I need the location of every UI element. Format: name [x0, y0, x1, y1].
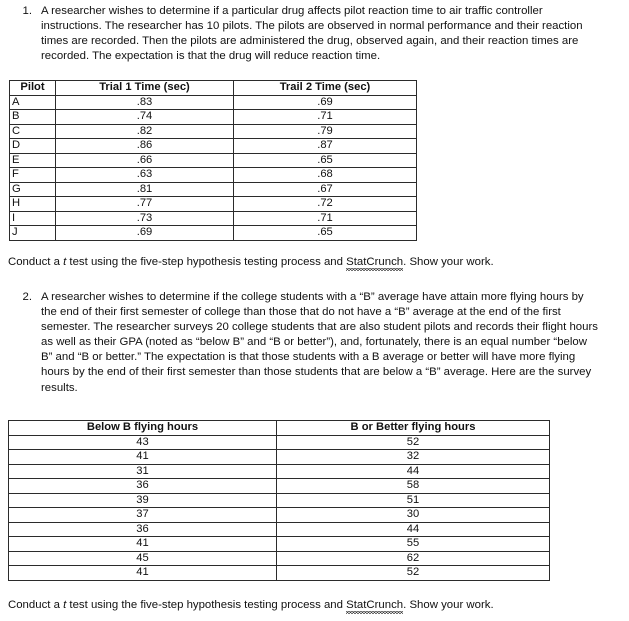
instruction-1-middle: test using the five-step hypothesis testing process and	[66, 256, 347, 268]
cell-trial-1: .83	[56, 95, 234, 110]
table-row	[10, 168, 417, 183]
question-2-text: A researcher wishes to determine if the college students with a “B” average have attain more flying hours by the end of their first semester of college than those that do not have a “B” average at the end of the first semester. The researcher surveys 20 college students that are also student pilots and records their flight hours as well as their GPA (noted as “below B” and “B or better”), and, fortunately, there is an equal number “below B” and “B or better.” The expectation is that those students with a B average or better will have more flying hours by the end of their first semester than those students that are below a “B” average. Here are the survey results.	[41, 291, 598, 394]
table-row	[9, 435, 550, 450]
cell-below-b: 41	[9, 566, 277, 581]
instruction-2-middle: test using the five-step hypothesis testing process and	[66, 599, 347, 611]
cell-b-or-better: 30	[277, 508, 550, 523]
table-row	[10, 182, 417, 197]
cell-below-b: 41	[9, 450, 277, 465]
cell-b-or-better: 44	[277, 464, 550, 479]
cell-pilot: J	[10, 226, 56, 241]
cell-trial-2: .71	[234, 110, 417, 125]
cell-b-or-better: 58	[277, 479, 550, 494]
cell-pilot: A	[10, 95, 56, 110]
table-row	[9, 537, 550, 552]
question-2-number: 2.	[22, 291, 32, 303]
table-row	[10, 226, 417, 241]
table-row	[10, 110, 417, 125]
table-header-row	[10, 81, 417, 96]
cell-below-b: 31	[9, 464, 277, 479]
cell-trial-2: .65	[234, 153, 417, 168]
table-row	[10, 197, 417, 212]
cell-b-or-better: 52	[277, 435, 550, 450]
column-header-trial-1: Trial 1 Time (sec)	[56, 81, 234, 96]
instruction-1-lead: Conduct a	[8, 256, 64, 268]
cell-b-or-better: 44	[277, 522, 550, 537]
cell-trial-1: .77	[56, 197, 234, 212]
question-2-block	[6, 290, 600, 396]
cell-trial-2: .71	[234, 211, 417, 226]
table-row	[9, 551, 550, 566]
cell-below-b: 37	[9, 508, 277, 523]
instruction-2-lead: Conduct a	[8, 599, 64, 611]
cell-trial-2: .69	[234, 95, 417, 110]
cell-trial-2: .72	[234, 197, 417, 212]
table-header-row	[9, 421, 550, 436]
table-row	[10, 211, 417, 226]
cell-pilot: G	[10, 182, 56, 197]
cell-b-or-better: 55	[277, 537, 550, 552]
column-header-pilot: Pilot	[10, 81, 56, 96]
cell-b-or-better: 32	[277, 450, 550, 465]
cell-below-b: 43	[9, 435, 277, 450]
cell-below-b: 39	[9, 493, 277, 508]
cell-trial-1: .69	[56, 226, 234, 241]
cell-trial-2: .67	[234, 182, 417, 197]
instruction-1-misspelled-term: StatCrunch	[346, 255, 403, 270]
pilot-reaction-times-table	[9, 80, 417, 241]
cell-b-or-better: 52	[277, 566, 550, 581]
cell-pilot: E	[10, 153, 56, 168]
table-row	[10, 124, 417, 139]
instruction-1-italic-term: t	[63, 256, 67, 268]
table-row	[9, 493, 550, 508]
cell-pilot: F	[10, 168, 56, 183]
instruction-2-italic-term: t	[63, 599, 67, 611]
table-row	[10, 95, 417, 110]
column-header-b-or-better: B or Better flying hours	[277, 421, 550, 436]
instruction-line-1	[8, 255, 494, 270]
question-1-block	[6, 4, 600, 64]
cell-trial-2: .68	[234, 168, 417, 183]
cell-below-b: 45	[9, 551, 277, 566]
cell-trial-2: .65	[234, 226, 417, 241]
column-header-below-b: Below B flying hours	[9, 421, 277, 436]
instruction-line-2	[8, 598, 494, 613]
cell-pilot: C	[10, 124, 56, 139]
cell-b-or-better: 51	[277, 493, 550, 508]
cell-pilot: I	[10, 211, 56, 226]
cell-pilot: D	[10, 139, 56, 154]
cell-trial-1: .81	[56, 182, 234, 197]
question-1-text: A researcher wishes to determine if a particular drug affects pilot reaction time to air traffic controller instructions. The researcher has 10 pilots. The pilots are observed in normal performance and their reaction times are recorded. Then the pilots are administered the drug, observed again, and their reaction times are recorded. The expectation is that the drug will reduce reaction time.	[41, 5, 583, 63]
table-row	[9, 566, 550, 581]
cell-trial-1: .73	[56, 211, 234, 226]
cell-pilot: H	[10, 197, 56, 212]
cell-b-or-better: 62	[277, 551, 550, 566]
question-1-number: 1.	[22, 5, 32, 17]
instruction-1-tail: . Show your work.	[403, 256, 494, 268]
cell-trial-1: .74	[56, 110, 234, 125]
cell-trial-1: .86	[56, 139, 234, 154]
table-row	[10, 139, 417, 154]
instruction-2-tail: . Show your work.	[403, 599, 494, 611]
instruction-2-misspelled-term: StatCrunch	[346, 598, 403, 613]
table-row	[9, 479, 550, 494]
column-header-trial-2: Trail 2 Time (sec)	[234, 81, 417, 96]
table-row	[10, 153, 417, 168]
cell-below-b: 36	[9, 479, 277, 494]
table-row	[9, 522, 550, 537]
cell-trial-2: .79	[234, 124, 417, 139]
cell-trial-1: .63	[56, 168, 234, 183]
flying-hours-table	[8, 420, 550, 581]
cell-trial-2: .87	[234, 139, 417, 154]
cell-below-b: 36	[9, 522, 277, 537]
table-row	[9, 450, 550, 465]
cell-below-b: 41	[9, 537, 277, 552]
cell-pilot: B	[10, 110, 56, 125]
table-row	[9, 508, 550, 523]
table-row	[9, 464, 550, 479]
cell-trial-1: .66	[56, 153, 234, 168]
cell-trial-1: .82	[56, 124, 234, 139]
